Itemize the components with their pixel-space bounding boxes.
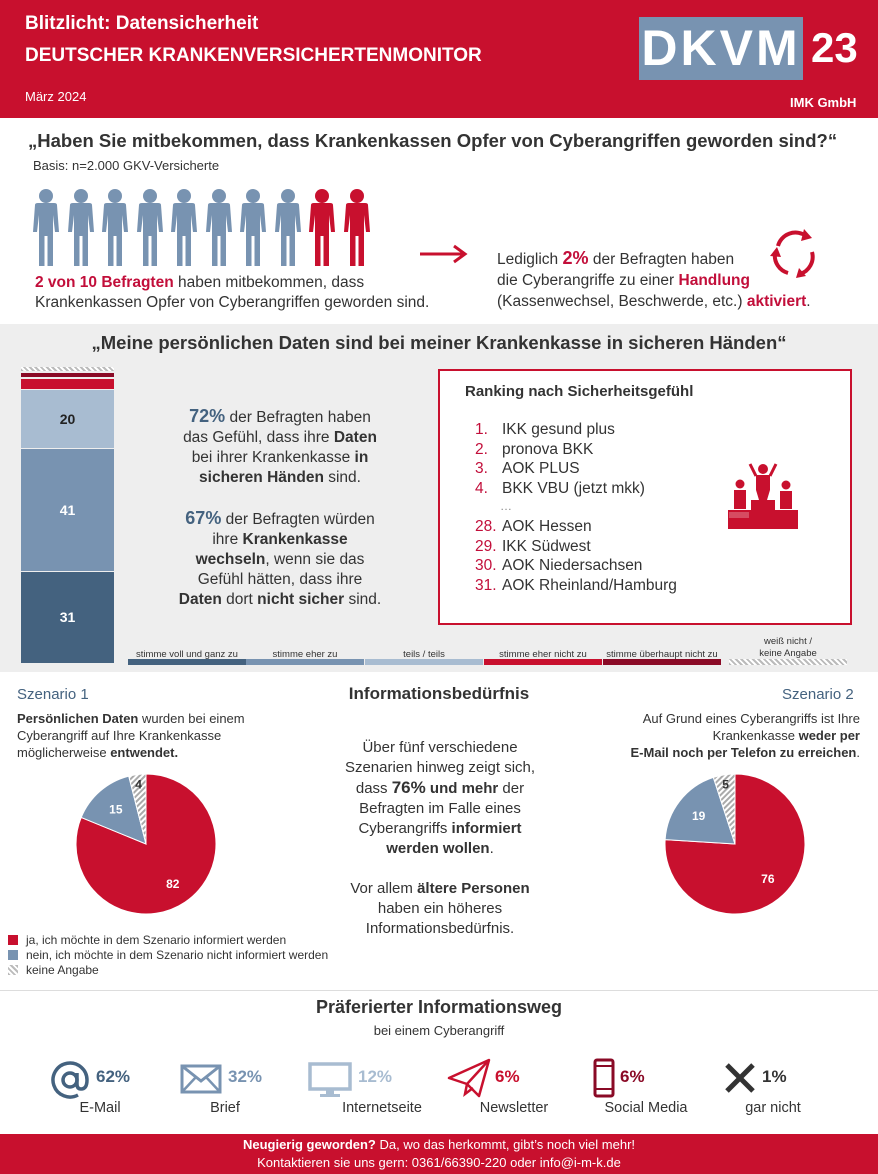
person-icon [66, 188, 96, 268]
legend-label: teils / teils [403, 649, 445, 660]
c-l7bold: ältere Personen [417, 880, 530, 897]
rank-name: AOK Hessen [502, 518, 592, 535]
rank-number: 30. [475, 557, 497, 574]
rank-number: 3. [475, 460, 488, 477]
s1-bold1: Persönlichen Daten [17, 711, 139, 726]
t2b-bold: Krankenkasse [242, 531, 348, 548]
bar-seg-eher-nicht [21, 379, 114, 389]
action-text-b: der Befragten haben [588, 251, 735, 268]
t2e: dort [221, 591, 258, 608]
action-text-d: (Kassenwechsel, Beschwerde, etc.) [497, 293, 747, 310]
person-icon [204, 188, 234, 268]
envelope-icon [180, 1064, 222, 1094]
scenario2-desc [560, 710, 860, 761]
rank-name: AOK Niedersachsen [502, 557, 643, 574]
c-l9: Informationsbedürfnis. [365, 920, 515, 937]
s2-c: . [856, 745, 860, 760]
channel-percent: 32% [228, 1067, 263, 1086]
legend-label: stimme eher nicht zu [499, 649, 587, 660]
c-l3bold: und mehr [425, 780, 499, 797]
c-l3b: der [498, 780, 525, 797]
c-l4: Befragten im Falle eines [359, 800, 521, 817]
header-title: Blitzlicht: Datensicherheit [25, 13, 259, 34]
ranking-item [475, 557, 642, 575]
rank-number: 28. [475, 518, 497, 535]
s1-c: möglicherweise [17, 745, 111, 760]
pct-67: 67% [185, 508, 222, 528]
t1c: bei ihrer Krankenkasse [191, 449, 355, 466]
c-l1: Über fünf verschiedene [362, 739, 518, 756]
pie-label: 5 [722, 777, 729, 792]
action-text-e: . [806, 293, 811, 310]
rank-number: 29. [475, 537, 497, 555]
t2c: , wenn sie das [265, 551, 365, 568]
bar-seg-eher: 41 [21, 449, 114, 570]
t2a: der Befragten würden [221, 511, 375, 528]
pie-scenario2 [663, 772, 807, 916]
dkvm-logo: DKVM [639, 17, 803, 80]
c-l5a: Cyberangriffs [358, 820, 452, 837]
c-l6: . [489, 840, 494, 857]
pie-label: 4 [135, 777, 142, 792]
pie-label: 15 [109, 802, 123, 817]
people-text [35, 273, 429, 313]
t1b-bold: Daten [333, 429, 377, 446]
rank-number: 4. [475, 479, 488, 497]
pie-label: 82 [166, 876, 180, 891]
person-icon-highlighted [307, 188, 337, 268]
person-icon [238, 188, 268, 268]
action-text [497, 248, 811, 312]
rank-name: IKK gesund plus [502, 421, 615, 438]
arrow-right-icon [418, 244, 470, 264]
bar-seg-keine-angabe [21, 367, 114, 371]
pie-legend-swatch [8, 965, 18, 975]
pie-label: 76 [761, 871, 775, 886]
footer-bold: Neugierig geworden? [242, 1137, 376, 1152]
channel-percent: 6% [620, 1067, 645, 1086]
rank-name: AOK PLUS [502, 460, 580, 477]
divider [0, 990, 878, 991]
c-l3pct: 76% [391, 778, 426, 797]
person-icon-highlighted [342, 188, 372, 268]
rank-name: IKK Südwest [502, 537, 591, 555]
footer-text1: Da, wo das herkommt, gibt’s noch viel mehr! [375, 1137, 636, 1152]
footer-contact: Kontaktieren sie uns gern: 0361/66390-220 oder info@i-m-k.de [257, 1155, 621, 1170]
security-text-1 [145, 406, 415, 488]
rank-number: 31. [475, 576, 497, 594]
c-l2: Szenarien hinweg zeigt sich, [344, 759, 536, 776]
bar-seg-voll: 31 [21, 572, 114, 663]
legend-label: stimme eher zu [272, 649, 338, 660]
scenario1-title: Szenario 1 [17, 686, 89, 703]
question-1: „Haben Sie mitbekommen, dass Krankenkassen Opfer von Cyberangriffen geworden sind?“ [28, 130, 838, 151]
t1d: sind. [323, 469, 361, 486]
person-icon [100, 188, 130, 268]
rank-name: AOK Rheinland/Hamburg [502, 576, 677, 594]
c-l8: haben ein höheres [377, 900, 503, 917]
t2d: Gefühl hätten, dass ihre [197, 571, 363, 588]
people-chart [31, 188, 376, 268]
people-text-b: Krankenkassen Opfer von Cyberangriffen geworden sind. [35, 294, 430, 311]
ranking-item [475, 538, 591, 556]
header-subtitle: DEUTSCHER KRANKENVERSICHERTENMONITOR [25, 45, 482, 66]
s2-a: Auf Grund eines Cyberangriffs ist Ihre [642, 711, 860, 726]
t1d-bold: sicheren Händen [199, 469, 324, 486]
s1-b: Cyberangriff auf Ihre Krankenkasse [17, 728, 222, 743]
rank-name: BKK VBU (jetzt mkk) [502, 479, 645, 497]
scenario2-title: Szenario 2 [782, 686, 854, 703]
rank-number: 2. [475, 440, 488, 458]
pie-legend-swatch [8, 935, 18, 945]
channel-label: E-Mail [79, 1100, 121, 1116]
person-icon [31, 188, 61, 268]
security-text-2 [145, 508, 415, 610]
legend-label: stimme voll und ganz zu [136, 649, 238, 660]
t1c-bold: in [354, 449, 369, 466]
ranking-title: Ranking nach Sicherheitsgefühl [465, 383, 694, 400]
ranking-item [475, 480, 645, 498]
info-channel-subtitle: bei einem Cyberangriff [373, 1023, 505, 1038]
at-icon [50, 1060, 90, 1100]
action-handlung: Handlung [678, 272, 750, 289]
ranking-item [475, 421, 615, 439]
people-text-bold: 2 von 10 Befragten [35, 274, 174, 291]
s2-bold1: weder per [798, 728, 860, 743]
t2e-end: sind. [344, 591, 382, 608]
bar-seg-teils: 20 [21, 390, 114, 449]
logo-year: 23 [811, 24, 858, 71]
channel-percent: 12% [358, 1067, 393, 1086]
info-need-title: Informationsbedürfnis [348, 684, 530, 703]
header-date: März 2024 [25, 89, 87, 104]
legend-label: stimme überhaupt nicht zu [606, 649, 718, 660]
action-aktiviert: aktiviert [746, 293, 807, 310]
monitor-icon [308, 1062, 352, 1098]
basis-text: Basis: n=2.000 GKV-Versicherte [33, 158, 220, 173]
pie-legend-swatch [8, 950, 18, 960]
channel-percent: 1% [762, 1067, 787, 1086]
podium-winners-icon [726, 460, 800, 530]
t1b: das Gefühl, dass ihre [183, 429, 334, 446]
header [0, 0, 878, 118]
question-2: „Meine persönlichen Daten sind bei meiner Krankenkasse in sicheren Händen“ [91, 332, 787, 353]
pie-legend-label: nein, ich möchte in dem Szenario nicht informiert werden [26, 948, 329, 962]
paper-plane-icon [447, 1058, 491, 1098]
t2e-bold2: nicht sicher [257, 591, 345, 608]
t2c-bold: wechseln [195, 551, 266, 568]
channel-percent: 6% [495, 1067, 520, 1086]
x-icon [724, 1062, 756, 1094]
s2-bold2: E-Mail noch per Telefon zu erreichen [630, 745, 857, 760]
c-l5bold: informiert [451, 820, 522, 837]
scenario1-desc [17, 710, 245, 761]
s1-bold2: entwendet. [110, 745, 179, 760]
pie-legend-label: ja, ich möchte in dem Szenario informiert werden [26, 933, 287, 947]
ranking-item [475, 577, 677, 595]
c-l6bold: werden wollen [386, 840, 490, 857]
info-need-text [290, 738, 590, 939]
ranking-item [475, 460, 580, 478]
action-text-a: Lediglich [497, 251, 563, 268]
info-channel-title: Präferierter Informationsweg [315, 997, 563, 1017]
pie-scenario1 [74, 772, 218, 916]
channel-percent: 62% [96, 1067, 131, 1086]
channel-label: Social Media [604, 1100, 688, 1116]
bar-seg-ueberhaupt-nicht [21, 373, 114, 377]
s2-b: Krankenkasse [712, 728, 799, 743]
rank-name: pronova BKK [502, 440, 594, 458]
footer [0, 1134, 878, 1174]
pie-legend-label: keine Angabe [26, 963, 99, 977]
t2b: ihre [212, 531, 243, 548]
action-text-c: die Cyberangriffe zu einer [497, 272, 679, 289]
ranking-ellipsis: … [500, 499, 512, 513]
c-l3a: dass [355, 780, 392, 797]
t2e-bold1: Daten [178, 591, 222, 608]
company-name: IMK GmbH [790, 95, 857, 110]
footer-line1 [0, 1136, 878, 1154]
legend-label: weiß nicht / keine Angabe [759, 636, 817, 659]
channel-label: gar nicht [745, 1100, 801, 1116]
channel-label: Brief [210, 1100, 240, 1116]
s1-a: wurden bei einem [138, 711, 245, 726]
people-text-a: haben mitbekommen, dass [173, 274, 365, 291]
t1a: der Befragten haben [225, 409, 371, 426]
rank-number: 1. [475, 421, 488, 438]
ranking-item [475, 441, 593, 459]
c-l7a: Vor allem [350, 880, 418, 897]
pct-72: 72% [189, 406, 226, 426]
person-icon [169, 188, 199, 268]
stacked-bar [21, 366, 114, 664]
person-icon [273, 188, 303, 268]
action-pct: 2% [562, 248, 589, 268]
channel-label: Newsletter [479, 1100, 549, 1116]
person-icon [135, 188, 165, 268]
smartphone-icon [593, 1058, 615, 1098]
channel-label: Internetseite [342, 1100, 422, 1116]
refresh-cycle-icon [766, 226, 822, 282]
pie-label: 19 [691, 808, 706, 823]
ranking-item [475, 518, 592, 536]
